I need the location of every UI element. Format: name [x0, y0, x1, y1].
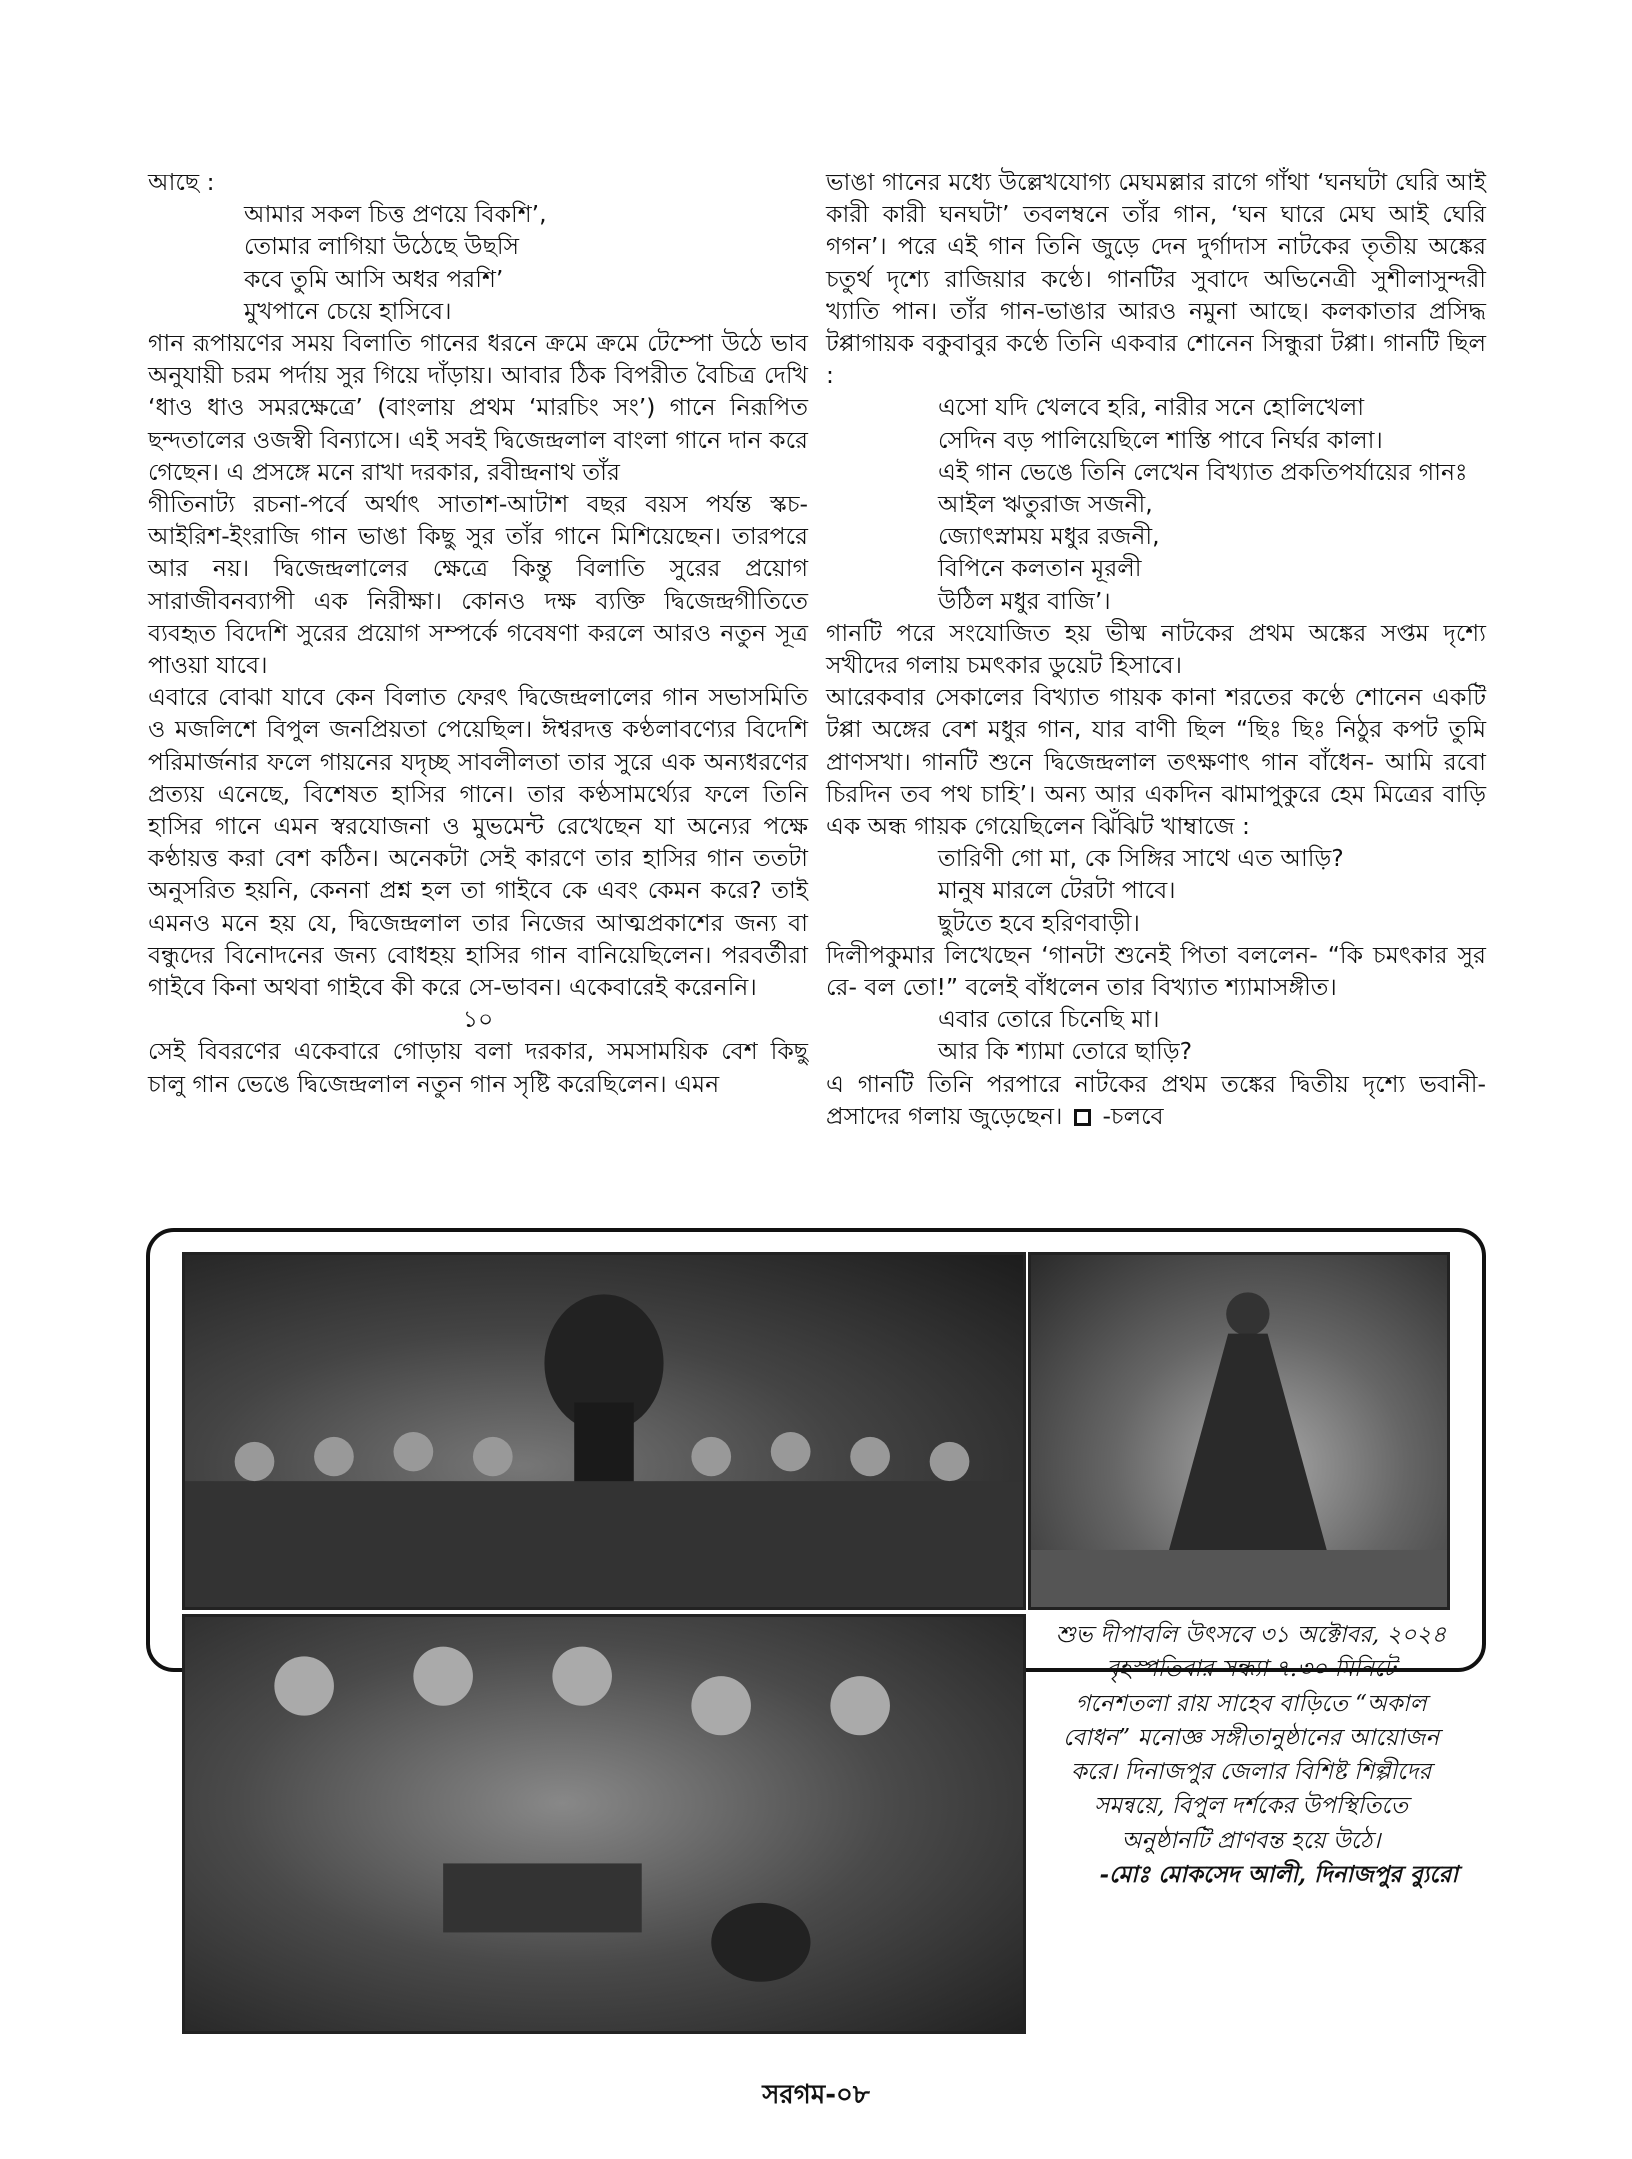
- right-column: [826, 166, 1486, 1132]
- verse-line: মানুষ মারলে টেরটা পাবে।: [938, 876, 1176, 905]
- section-number: ১০: [462, 1005, 494, 1034]
- paragraph: ভাঙা গানের মধ্যে উল্লেখযোগ্য মেঘমল্লার রাগে গাঁথা ‘ঘনঘটা ঘেরি আই কারী কারী ঘনঘটা’ তবলম্বনে তাঁর গান, ‘ঘন ঘারে মেঘ আই ঘেরি গগন’। পরে এই গান তিনি জুড়ে দেন দুর্গাদাস নাটকের তৃতীয় অঙ্কের চতুর্থ দৃশ্যে রাজিয়ার কণ্ঠে। গানটির সুবাদে অভিনেত্রী সুশীলাসুন্দরী খ্যাতি পান। তাঁর গান-ভাঙার আরও নমুনা আছে। কলকাতার প্রসিদ্ধ টপ্পাগায়ক বকুবাবুর কণ্ঠে তিনি একবার শোনেন সিন্ধুরা টপ্পা। গানটি ছিল :: [826, 168, 1486, 390]
- paragraph: আছে :: [148, 168, 215, 196]
- verse-line: উঠিল মধুর বাজি’।: [938, 586, 1111, 615]
- checkbox-square-icon: [1074, 1109, 1091, 1126]
- caption-line: বৃহস্পতিবার সন্ধ্যা ৭.৩০ মিনিটে: [1106, 1656, 1396, 1683]
- left-column: [148, 166, 808, 1100]
- paragraph: গীতিনাট্য রচনা-পর্বে অর্থাৎ সাতাশ-আটাশ বছর বয়স পর্যন্ত স্কচ-আইরিশ-ইংরাজি গান ভাঙা কিছু সুর তাঁর গানে মিশিয়েছেন। তারপরে আর নয়। দ্বিজেন্দ্রলালের ক্ষেত্রে কিন্তু বিলাতি সুরের প্রয়োগ সারাজীবনব্যাপী এক নিরীক্ষা। কোনও দক্ষ ব্যক্তি দ্বিজেন্দ্রগীতিতে ব্যবহৃত বিদেশি সুরের প্রয়োগ সম্পর্কে গবেষণা করলে আরও নতুন সূত্র পাওয়া যাবে।: [148, 490, 808, 680]
- paragraph: এবারে বোঝা যাবে কেন বিলাত ফেরৎ দ্বিজেন্দ্রলালের গান সভাসমিতি ও মজলিশে বিপুল জনপ্রিয়তা পেয়েছিল। ঈশ্বরদত্ত কণ্ঠলাবণ্যের বিদেশি পরিমার্জনার ফলে গায়নের যদৃচ্ছ সাবলীলতা তার সুরে এক অন্যধরণের প্রত্যয় এনেছে, বিশেষত হাসির গানে। তার কণ্ঠসামর্থ্যের ফলে তিনি হাসির গানে এমন স্বরযোজনা ও মুভমেন্ট রেখেছেন যা অন্যের পক্ষে কণ্ঠায়ত্ত করা বেশ কঠিন। অনেকটা সেই কারণে তার হাসির গান ততটা অনুসরিত হয়নি, কেননা প্রশ্ন হল তা গাইবে কে এবং কেমন করে? তাই এমনও মনে হয় যে, দ্বিজেন্দ্রলাল তার নিজের আত্মপ্রকাশের জন্য বা বন্ধুদের বিনোদনের জন্য বোধহয় হাসির গান বানিয়েছিলেন। পরবর্তীরা গাইবে কিনা অথবা গাইবে কী করে সে-ভাবন। একেবারেই করেননি।: [148, 683, 808, 1002]
- verse-line: আমার সকল চিত্ত প্রণয়ে বিকশি’,: [244, 200, 547, 229]
- verse-line: মুখপানে চেয়ে হাসিবে।: [244, 296, 452, 325]
- verse-line: এই গান ভেঙে তিনি লেখেন বিখ্যাত প্রকতিপর্যায়ের গানঃ: [938, 457, 1468, 486]
- verse-line: সেদিন বড় পালিয়েছিলে শাস্তি পাবে নির্ঘর কালা।: [938, 425, 1383, 454]
- caption-line: বোধন” মনোজ্ঞ সঙ্গীতানুষ্ঠানের আয়োজন: [1062, 1724, 1440, 1751]
- paragraph: সেই বিবরণের একেবারে গোড়ায় বলা দরকার, সমসাময়িক বেশ কিছু চালু গান ভেঙে দ্বিজেন্দ্রলাল নতুন গান সৃষ্টি করেছিলেন। এমন: [148, 1037, 808, 1098]
- caption-line: করে। দিনাজপুর জেলার বিশিষ্ট শিল্পীদের: [1070, 1759, 1432, 1786]
- verse-line: জ্যোৎস্নাময় মধুর রজনী,: [938, 522, 1160, 551]
- paragraph: দিলীপকুমার লিখেছেন ‘গানটা শুনেই পিতা বললেন- “কি চমৎকার সুর রে- বল তো!” বলেই বাঁধলেন তার বিখ্যাত শ্যামাসঙ্গীত।: [826, 940, 1486, 1002]
- paragraph: গানটি পরে সংযোজিত হয় ভীষ্ম নাটকের প্রথম অঙ্কের সপ্তম দৃশ্যে সখীদের গলায় চমৎকার ডুয়েট হিসাবে।: [826, 618, 1486, 680]
- continued-label: -চলবে: [1102, 1101, 1164, 1130]
- paragraph: এ গানটি তিনি পরপারে নাটকের প্রথম তঙ্কের দ্বিতীয় দৃশ্যে ভবানী-প্রসাদের গলায় জুড়েছেন। -চলবে: [826, 1069, 1486, 1130]
- verse-line: কবে তুমি আসি অধর পরশি’: [244, 264, 504, 293]
- verse-line: এবার তোরে চিনেছি মা।: [938, 1005, 1160, 1034]
- dancer-performance-photo: [1028, 1252, 1450, 1610]
- continued-marker: [1062, 1102, 1163, 1130]
- verse-line: আর কি শ্যামা তোরে ছাড়ি?: [938, 1037, 1193, 1066]
- singers-harmonium-photo: [182, 1614, 1026, 2034]
- verse-line: তোমার লাগিয়া উঠেছে উছসি: [244, 232, 520, 261]
- verse-line: তারিণী গো মা, কে সিঙ্গির সাথে এত আড়ি?: [938, 844, 1344, 873]
- caption-line: সমন্বয়ে, বিপুল দর্শকের উপস্থিতিতে: [1094, 1793, 1408, 1820]
- caption-line: অনুষ্ঠানটি প্রাণবন্ত হয়ে উঠে।: [1121, 1827, 1381, 1854]
- paragraph: গান রূপায়ণের সময় বিলাতি গানের ধরনে ক্রমে ক্রমে টেম্পো উঠে ভাব অনুযায়ী চরম পর্দায় সুর গিয়ে দাঁড়ায়। আবার ঠিক বিপরীত বৈচিত্র দেখি ‘ধাও ধাও সমরক্ষেত্রে’ (বাংলায় প্রথম ‘মারচিং সং’) গানে নিরূপিত ছন্দতালের ওজস্বী বিন্যাসে। এই সবই দ্বিজেন্দ্রলাল বাংলা গানে দান করে গেছেন। এ প্রসঙ্গে মনে রাখা দরকার, রবীন্দ্রনাথ তাঁর: [148, 329, 808, 486]
- verse-line: ছুটতে হবে হরিণবাড়ী।: [938, 908, 1140, 937]
- caption-credit: -মোঃ মোকসেদ আলী, দিনাজপুর ব্যুরো: [1099, 1861, 1458, 1889]
- paragraph: আরেকবার সেকালের বিখ্যাত গায়ক কানা শরতের কণ্ঠে শোনেন একটি টপ্পা অঙ্গের বেশ মধুর গান, যার বাণী ছিল “ছিঃ ছিঃ নিঠুর কপট তুমি প্রাণসখা। গানটি শুনে দ্বিজেন্দ্রলাল তৎক্ষণাৎ গান বাঁধেন- আমি রবো চিরদিন তব পথ চাহি’। অন্য আর একদিন ঝামাপুকুরে হেম মিত্রের বাড়ি এক অন্ধ গায়ক গেয়েছিলেন ঝিঁঝিট খাম্বাজে :: [826, 683, 1486, 841]
- kali-dance-stage-photo: [182, 1252, 1026, 1610]
- caption-line: গনেশতলা রায় সাহেব বাড়িতে “অকাল: [1075, 1690, 1427, 1717]
- caption-line: শুভ দীপাবলি উৎসবে ৩১ অক্টোবর, ২০২৪: [1055, 1622, 1447, 1648]
- verse-line: আইল ঋতুরাজ সজনী,: [938, 490, 1153, 519]
- verse-line: বিপিনে কলতান মূরলী: [938, 554, 1142, 583]
- photo-caption: [1036, 1618, 1466, 1892]
- verse-line: এসো যদি খেলবে হরি, নারীর সনে হোলিখেলা: [938, 393, 1365, 422]
- page-footer: সরগম-০৮: [762, 2080, 870, 2110]
